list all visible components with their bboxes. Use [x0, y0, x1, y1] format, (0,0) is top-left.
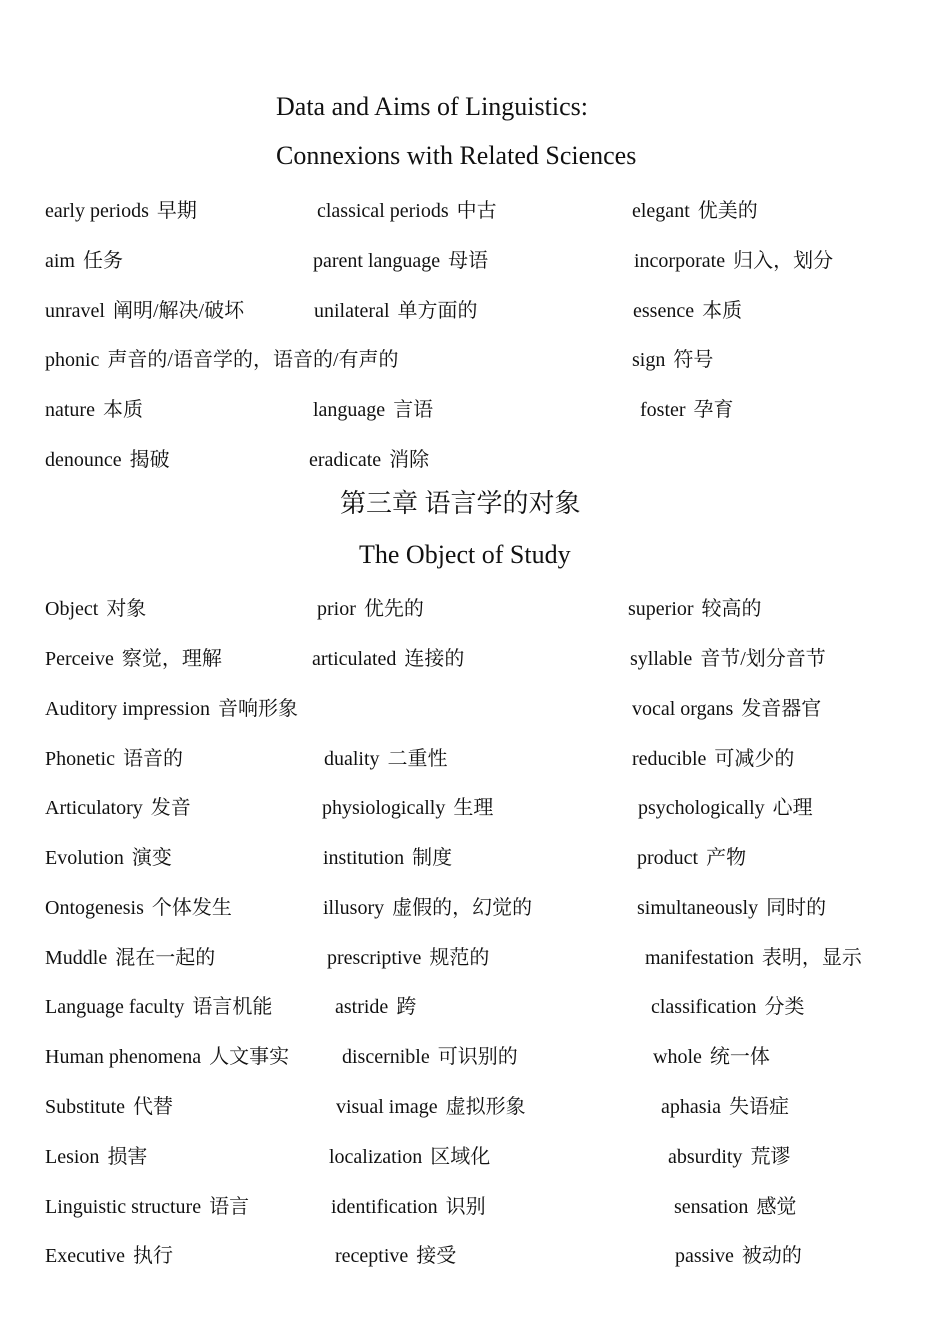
vocab-entry: Muddle 混在一起的 [45, 947, 216, 969]
vocab-entry: psychologically 心理 [638, 797, 813, 819]
vocab-entry: Evolution 演变 [45, 847, 172, 869]
vocab-entry: unilateral 单方面的 [314, 300, 478, 322]
vocab-entry: vocal organs 发音器官 [632, 698, 822, 720]
vocab-entry: early periods 早期 [45, 200, 197, 222]
vocab-entry: whole 统一体 [653, 1046, 770, 1068]
vocab-entry: sign 符号 [632, 349, 714, 371]
vocab-entry: prior 优先的 [317, 598, 424, 620]
vocab-entry: passive 被动的 [675, 1245, 802, 1267]
vocab-entry: astride 跨 [335, 996, 417, 1018]
vocab-entry: classification 分类 [651, 996, 805, 1018]
vocab-entry: phonic 声音的/语音学的，语音的/有声的 [45, 349, 399, 371]
vocab-entry: aim 任务 [45, 250, 123, 272]
vocab-entry: Lesion 损害 [45, 1146, 148, 1168]
vocab-entry: unravel 阐明/解决/破坏 [45, 300, 245, 322]
vocab-entry: institution 制度 [323, 847, 453, 869]
vocab-entry: prescriptive 规范的 [327, 947, 490, 969]
vocab-entry: Human phenomena 人文事实 [45, 1046, 290, 1068]
vocab-entry: aphasia 失语症 [661, 1096, 789, 1118]
vocab-entry: product 产物 [637, 847, 747, 869]
vocab-entry: parent language 母语 [313, 250, 489, 272]
vocab-entry: localization 区域化 [329, 1146, 491, 1168]
vocab-entry: simultaneously 同时的 [637, 897, 827, 919]
vocab-entry: Perceive 察觉，理解 [45, 648, 222, 670]
vocab-entry: language 言语 [313, 399, 434, 421]
vocab-entry: Phonetic 语音的 [45, 748, 183, 770]
vocab-entry: Articulatory 发音 [45, 797, 191, 819]
vocab-entry: physiologically 生理 [322, 797, 494, 819]
vocab-entry: reducible 可减少的 [632, 748, 795, 770]
vocab-entry: illusory 虚假的，幻觉的 [323, 897, 533, 919]
vocab-entry: Language faculty 语言机能 [45, 996, 273, 1018]
vocab-entry: foster 孕育 [640, 399, 734, 421]
section2-title-line1: 第三章 语言学的对象 [340, 489, 581, 518]
vocab-entry: receptive 接受 [335, 1245, 457, 1267]
section1-title-line2: Connexions with Related Sciences [276, 141, 637, 170]
vocab-entry: manifestation 表明，显示 [645, 947, 862, 969]
vocab-entry: duality 二重性 [324, 748, 448, 770]
vocab-entry: discernible 可识别的 [342, 1046, 518, 1068]
vocab-entry: identification 识别 [331, 1196, 486, 1218]
vocab-entry: denounce 揭破 [45, 449, 170, 471]
vocab-entry: syllable 音节/划分音节 [630, 648, 826, 670]
vocab-entry: incorporate 归入，划分 [634, 250, 834, 272]
section2-title-line2: The Object of Study [359, 540, 571, 569]
vocab-entry: articulated 连接的 [312, 648, 465, 670]
vocab-entry: sensation 感觉 [674, 1196, 797, 1218]
vocab-entry: Executive 执行 [45, 1245, 173, 1267]
vocab-entry: classical periods 中古 [317, 200, 497, 222]
vocab-entry: Ontogenesis 个体发生 [45, 897, 232, 919]
vocab-entry: eradicate 消除 [309, 449, 430, 471]
vocab-entry: superior 较高的 [628, 598, 762, 620]
vocab-entry: visual image 虚拟形象 [336, 1096, 526, 1118]
vocab-entry: essence 本质 [633, 300, 743, 322]
vocab-entry: absurdity 荒谬 [668, 1146, 791, 1168]
section1-title-line1: Data and Aims of Linguistics: [276, 92, 588, 121]
vocab-entry: Auditory impression 音响形象 [45, 698, 298, 720]
vocab-entry: Substitute 代替 [45, 1096, 174, 1118]
vocab-entry: Linguistic structure 语言 [45, 1196, 250, 1218]
vocab-entry: Object 对象 [45, 598, 147, 620]
vocab-entry: nature 本质 [45, 399, 143, 421]
vocab-entry: elegant 优美的 [632, 200, 758, 222]
